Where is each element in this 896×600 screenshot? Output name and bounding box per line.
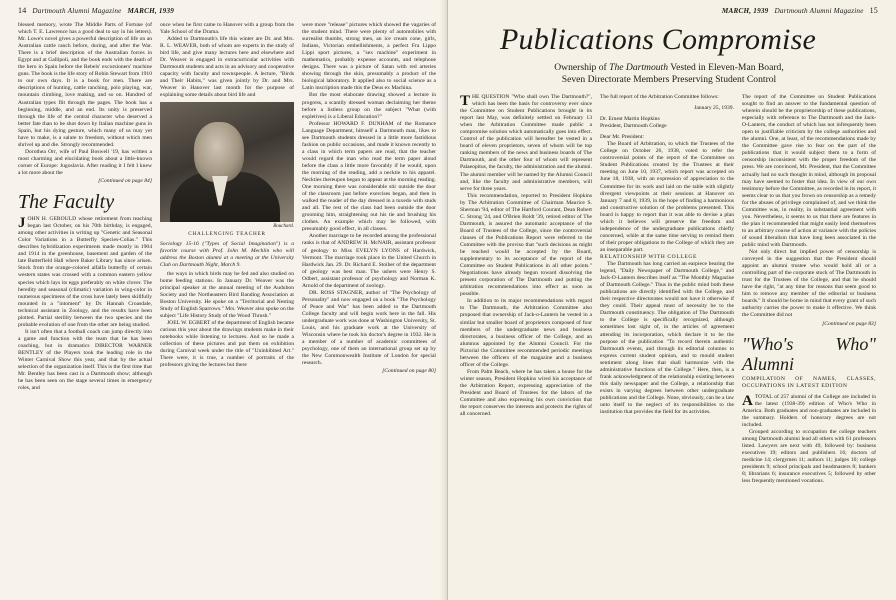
teacher-portrait-photo [160,102,294,222]
photo-credit: Bouchard. [273,223,294,229]
letter-salutation: Dear Mr. President: [600,134,644,141]
letter-addressee: Dr. Ernest Martin Hopkins [600,116,660,123]
right-issue-date: MARCH, 1939 [721,7,769,15]
left-page-number: 14 [18,6,27,15]
teacher-photo-figure [160,102,294,269]
photo-caption-text: Sociology 15-16 ("Types of Social Imagination") is a favorite course with Prof. John M. Mechlin who will address the Boston alumni at a meeting at the University Club on Dartmouth Night, March 9. [160,240,294,268]
right-page [448,0,896,600]
article-paragraph: This recommendation, reported to President Hopkins by The Arbitration Committee of Chairman Maurice S. Sherman '94, editor of The Hartford Courant, Dean Robert C. Strong '24, and O'Brien Boldt '39, retired editor of The Dartmouth, is assured the automatic acceptance of the Board of Trustees of the College, since the controversial clauses of the Publications Report were referred to the Committee with the proviso that "such decisions as might be reached would be accepted by the Board, supplementary to its acceptance of the report of the Committee on Student Publications in all other points." Negotiations have already begun toward dissolving the present corporation of The Dartmouth and putting the arbitration recommendations into effect as soon as possible. [460,192,592,298]
article-subhead: Ownership of The Dartmouth Vested in Eleven-Man Board, Seven Directorate Members Preserving Student Control [554,62,784,85]
right-magazine-title: Dartmouth Alumni Magazine [774,7,864,15]
faculty-paragraph: JOHN H. GEROULD whose retirement from teaching began last October, on his 70th birthday, is engaged, among other activities in writing up "Genetic and Seasonal Color Variations in a Butterfly Species-Colias." This describes hybridization experiments made mostly in 1904 and 1914 in the greenhouse, basement and garden of the late Butterfield Hall where Baker Library has since arisen. Stock from the orange-colored alfalfa butterfly of certain western states was crossed with a common eastern yellow species which lays its eggs preferably on white clover. The heredity and seasonal (climatic) variation in wing-color in numerous specimens of the cross have lately been skillfully mounted in a "intoment" by Dr. Hannah Croasdale, technical assistant in Zoology, and the results have been plotted. Partial sterility between the two species and the probable evolution of one from the other are being studied. [18,215,152,328]
continued-note: [Continued on page 80] [382,368,436,375]
book-review-paragraph: blessed memory, wrote The Middle Parts of Fortune (of which T. E. Lawrence has a good deal to say in his letters). Mr. Lowe's novel gives a powerful description of life on an Australian cattle ranch before, during, and after the War. There is a brief description of the Australian forces in Egypt and at Gallipoli, and the book ends with the death of the hero in Spain before the Rebels' excursioners' machine guns. The book is the life story of Robin Stewart from 1910 to our own days. It is a book for men. There are descriptions of hunting, cattle ranching, polo playing, war, mountain climbing, love making, and so on. Hundred of Australian types flit through the pages. The book has a beginning, middle, and an end. Its unity is preserved through the life of the central character who deserved a better fate than to be shot down by Italian machine guns in Spain, but his dying gesture, which many of us may yet have to make, is a salute to freedom, without which men shrivel up and die. Strongly recommended. [18,22,152,148]
whos-who-title: "Who's Who" Alumni [742,333,876,374]
faculty-paragraph: JOEL W. EGBERT of the department of English became curious this year about the drawings students make in their notebooks while listening to lectures. And so he made a collection of these pictures and put them on exhibition during Carnival week under the title of "Uninhibited Art." There were, it is true, a number of portraits of the professors giving the lectures but there [160,319,294,369]
faculty-paragraph: were more "release" pictures which showed the vagaries of the student mind. There were plenty of automobiles with surrealist thumbs, strong men, an ice cream cone, girls, Indians, Victorian embellishments, a perfect Fra Lippo Lippi sport pictures, a "sex machine" experiment in mathematics, probably expense accounts, and telephone designs. There was a picture of Satan with red arteries showing through the skin, presumably a product of the biological laboratory. It applied also to social science as a Latin inscription made this the Deus ex Machina. [302,22,436,92]
faculty-paragraph: But the most elaborate drawing showed a lecture in progress, a scantily dressed woman declaiming her theme before a listless group on the subject "What (with expletives) is a Liberal Education?" [302,92,436,120]
faculty-section-title: The Faculty [18,191,115,214]
article-paragraph: In addition to its major recommendations with regard to The Dartmouth, the Arbitration Committee also proposed that ownership of Jack-o-Lantern be vested in a similar but smaller board of proprietors composed of four members of the undergraduate news and business directorates, a business officer of the College, and an alumnus appointed by the Alumni Council. For the Pictorial the Committee recommended periodic meetings between the officers of the magazine and a business officer of the College. [460,298,592,368]
faculty-paragraph: Added to Dartmouth's life this winter are Dr. and Mrs. R. L. WEAVER, both of whom are experts in the study of bird life, and give many lectures here and elsewhere and Dr. Weaver is engaged in extracurricular activities with Dartmouth students and acts in an advisory and cooperative capacity with faculty and townspeople. A lecture, "Birds and Their Habits," was given jointly by Dr. and Mrs. Weaver in Hanover last month for the purpose of explaining some details about bird life and [160,36,294,99]
whos-who-subtitle: COMPILATION OF NAMES, CLASSES, OCCUPATIONS IN LATEST EDITION [742,375,876,389]
left-column-2 [160,22,294,392]
article-paragraph: From Palm Beach, where he has taken a house for the winter season, President Hopkins wired his acceptance of the Arbitration Report, expressing appreciation of the President and Board of Trustees for the labors of the Committee and also expressing his own conviction that the report conserves the interests and protects the rights of all concerned. [460,368,592,418]
right-column-2 [600,94,734,485]
letter-date: January 25, 1939. [694,105,734,112]
faculty-paragraph: the ways in which birds may be fed and also studied on home feeding stations. In January Dr. Weaver was the principal speaker at the annual meeting of the Audubon Society and the Northeastern Bird Banding Association at Boston University. He spoke on a "Territorial and Nesting Study of English Sparrows." Mrs. Weaver also spoke on the subject "Life History Study of the Wood Thrush." [160,270,294,319]
drop-cap: A [742,392,753,409]
left-issue-date: MARCH, 1939 [127,7,175,15]
whos-who-paragraph: ATOTAL of 257 alumni of the College are included in the latest (1938-39) edition of Who's Who in America. Both graduates and non-graduates are included in the summary. Holders of honorary degrees are not included. [742,392,876,428]
faculty-paragraph: DR. ROSS STAGNER, author of "The Psychology of Personality" and now engaged on a book "The Psychology of Peace and War" has been added to the Dartmouth College faculty and will begin work here in the fall. His undergraduate work was done at Washington University, St. Louis, and his graduate work at the University of Wisconsin where he took his doctor's degree in 1932. He is a member of a number of academic committees of psychology, one of them an international group set up by the New Commonwealth Institute of London for special research. [302,289,436,367]
faculty-paragraph: Another marriage to be recorded among the professional ranks is that of ANDREW H. McNAIR, assistant professor of geology to Miss EVELYN LYONS of Hardwick, Vermont. The marriage took place in the United Church in Hardwick Jan. 29. Dr. Richard E. Stoiber of the department of geology was best man. The ushers were Henry S. Odbert, assistant professor of psychology and Norman K. Arnold of the department of zoology. [302,233,436,289]
faculty-paragraph: It isn't often that a football coach can jump directly into a game and function with the team that he has been coaching, but in dramatics DIRECTOR WARNER BENTLEY of the Players took the leading role in the Winter Carnival Show this year, and that by the actual selection of the organization itself. This is the first time that Mr. Bentley has been cast in a Dartmouth show; although he has been seen on the stage several times in emergency roles, and [18,328,152,392]
relationship-subhead: RELATIONSHIP WITH COLLEGE [600,253,698,260]
left-running-head [18,6,437,18]
continued-note: [Continued on page 84] [98,178,152,185]
faculty-paragraph: once when he first came to Hanover with a group from the Yale School of the Drama. [160,22,294,36]
left-column-1 [18,22,152,392]
left-column-3 [302,22,436,392]
whos-who-paragraph: Grouped according to occupation the college teachers among Dartmouth alumni lead all others with 61 professors listed. Lawyers are next with 49, followed by: business executives 19; editors and publishers 16; doctors of medicine 14; clergymen 11; authors 11; judges 10; college presidents 9; school principals and headmasters 8; bankers 8; librarians 6; insurance executives 5; followed by other less frequently mentioned vocations. [742,428,876,485]
left-magazine-title: Dartmouth Alumni Magazine [32,7,122,15]
right-running-head [460,6,878,18]
right-column-3 [742,94,876,485]
photo-caption-title: CHALLENGING TEACHER [188,230,266,237]
letter-paragraph: Not only direct but implied power of censorship is conveyed in the suggestion that the President should appoint an alumni trustee who would hold all or a controlling part of the corporate stock of The Dartmouth in trust for the Trustees of the College, and that he should have the right, "at any time for reasons that seem good to him to remove any member of the editorial or business boards." It should be borne in mind that every grant of such authority carries the power to make it effective. We think the Committee did not [742,249,876,319]
continued-note: [Continued on page 83] [822,320,876,327]
article-paragraph: THE QUESTION "Who shall own The Dartmouth?", which has been the basis for controversy ever since the Committee on Student Publications brought in its report last May, was definitely settled on February 13 when the Arbitration Committee made public a compromise solution which automatically goes into effect. Control of the publication will hereafter be vested in a board of eleven proprietors, seven of whom will be top ranking members of the news and business boards of The Dartmouth, and the other four of whom will represent Palaeopitus, the faculty, the administration and the alumni. The alumni member will be named by the Alumni Council and, like the faculty and administrative members, will serve for three years. [460,93,592,192]
letter-paragraph: The report of the Committee on Student Publications sought to find an answer to the fundamental question of wherein should be the proprietorship of these publications, especially with reference to The Dartmouth and the Jack-O-Lantern, the conduct of which has not infrequently been open to justifiable criticism by the college authorities and the alumni. One, at least, of the recommendations made by the Committee gave rise to fear on the part of the publications that it would subject them to a form of censorship inconsistent with the proper freedom of the press. We are convinced, Mr. President, that the Committee actually had no such thought in mind, although its proposal may have seemed to foster that idea. In view of our own testimony before the Committee, as recorded in its report, it seems clear to us that you frown on censorship as a remedy for the abuses of privilege complained of, and we think the Committee was, in reality, in substantial agreement with you. Nevertheless, it seems to us that there are features in the plan it recommended that might easily lend themselves to an arbitrary course of action at variance with the policies of sound liberalism that have long been associated in the public mind with Dartmouth. [742,94,876,248]
drop-cap: J [18,215,26,232]
letter-addressee-title: President, Dartmouth College [600,123,667,130]
faculty-paragraph: Professor HOWARD F. DUNHAM of the Romance Language Department, himself a Dartmouth man, likes to see Dartmouth students dressed in a little more fastidious fashion on public occasions, and made it known recently to a class in which term papers are read, that the teacher would regard the man who read the term paper aloud before the class a little more favorably if he would, upon the morning of the reading, add a necktie to his apparel. Neckties thereupon began to appear at the morning reading. One morning there was considerable stir outside the door of the classroom just before exercises began, and then in walked the reader of the day dressed in a tuxedo with studs and all. The rest of the class had been outside the door grooming him, straightening out his tie and brushing his clothes. An example which may be followed, with presumably good effect, in all classes. [302,120,436,233]
letter-paragraph: The Dartmouth has long carried an earpiece bearing the legend, "Daily Newspaper of Dartmouth College," and Jack-O-Lantern describes itself as "The Monthly Magazine of Dartmouth College." Thus in the public mind both these publications are directly identified with the College, and their respective directorates would not have it otherwise if they could. Their appeal must of necessity be to the Dartmouth constituency. The obligation of The Dartmouth to the College is specifically recognized, although sometimes lost sight of, in the articles of agreement attending its incorporation, which declare it to be the purpose of the publication "To record therein authentic Dartmouth events, and through its editorial columns to express current student opinion, and to mould student sentiment along lines that shall harmonize with the administrative functions of the College." Here, then, is a frank acknowledgment of the relationship existing between this daily newspaper and the College, a relationship that exists in varying degrees between other undergraduate publications and the College. None, obviously, can be a law unto itself to the neglect of its responsibilities to the institution that provides the field for its activities. [600,261,734,416]
article-headline: Publications Compromise [500,23,816,56]
book-review-paragraph: Dorothea Orr, wife of Paul Boswell '19, has written a most charming and elucidating book about a little-known corner of Europe: Jugoslavia. After reading it I felt I knew a lot more about the [18,148,152,176]
letter-paragraph: The Board of Arbitration, to which the Trustees of the College on October 26, 1938, voted to refer the controversial points of the report of the Committee on Student Publications created by the Trustees at their meeting on June 10, 1937, which report was accepted on June 18, 1938, with an expression of appreciation to the Committee for its work and laid on the table with slightly divergent viewpoints at their sessions at Hanover on January 7 and 8, 1939, in the hope of finding a harmonious and constructive solution of the problems presented. This board is happy to report that it was able to devise a plan which it believes will preserve the freedom and independence of the undergraduate publications chiefly concerned, while at the same time serving to remind them of their proper obligations to the College of which they are an inseparable part. [600,141,734,253]
drop-cap: T [460,93,471,109]
right-column-1 [460,94,592,485]
right-page-number: 15 [869,6,878,15]
report-intro: The full report of the Arbitration Committee follows: [600,94,719,100]
